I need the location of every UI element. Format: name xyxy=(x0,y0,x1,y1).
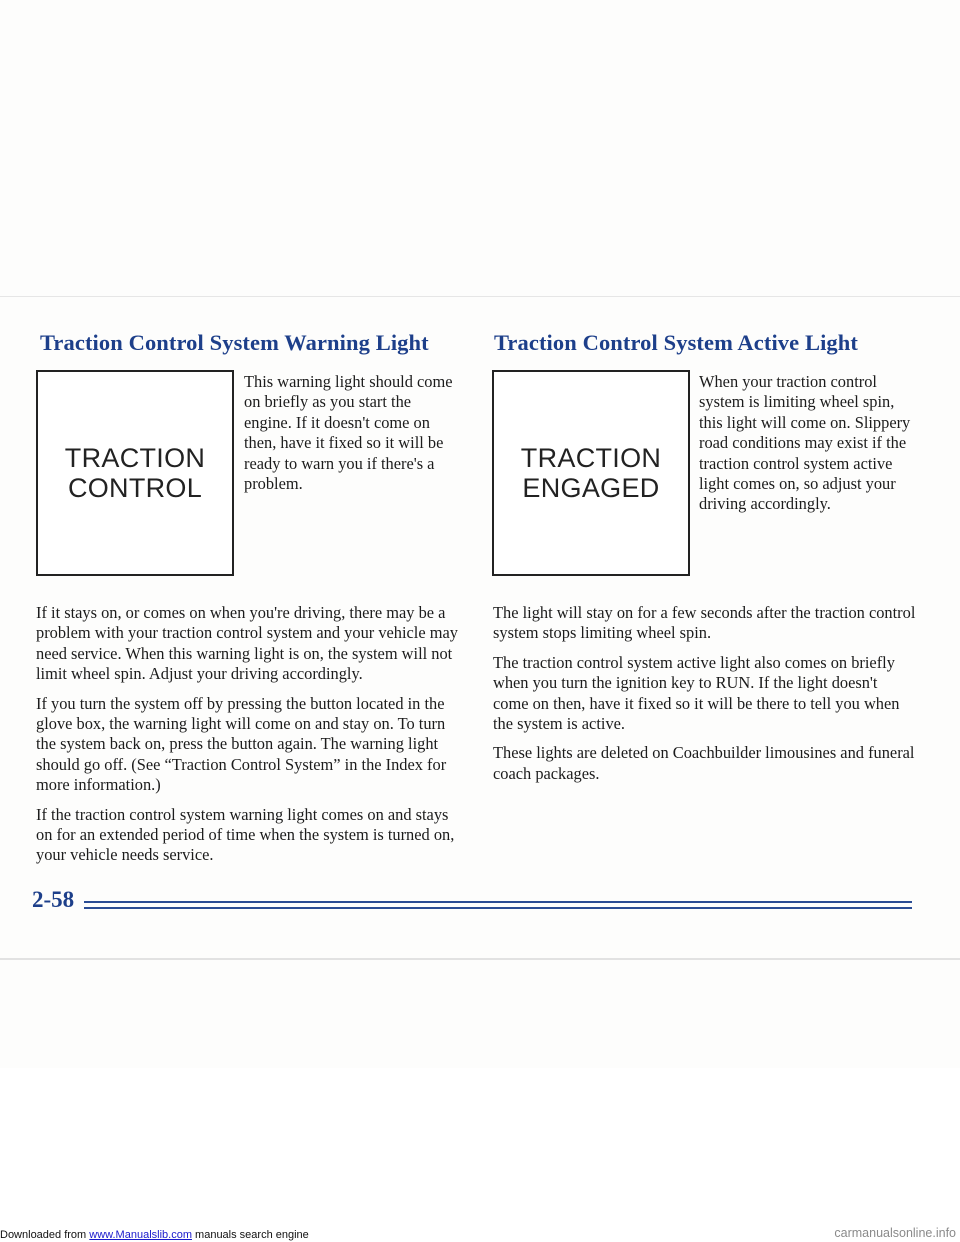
page-rule-top xyxy=(84,901,912,903)
active-paragraph-1: The light will stay on for a few seconds after the traction control system stops limiting wheel spin. xyxy=(493,603,916,643)
indicator-text-line-1: TRACTION xyxy=(520,443,662,473)
page-edge-top xyxy=(0,296,960,297)
warning-paragraph-1: If it stays on, or comes on when you're driving, there may be a problem with your traction control system and your vehicle may need service. When this warning light is on, the system will not limit wheel spin. Adjust your driving accordingly. xyxy=(36,603,458,684)
active-light-body xyxy=(493,603,917,793)
warning-light-heading: Traction Control System Warning Light xyxy=(40,330,429,355)
indicator-text-line-1: TRACTION xyxy=(64,443,206,473)
warning-paragraph-2: If you turn the system off by pressing the button located in the glove box, the warning light will come on and stay on. To turn the system back on, press the button again. The warning light should go off. (See “Traction Control System” in the Index for more information.) xyxy=(36,693,447,795)
warning-paragraph-3: If the traction control system warning light comes on and stays on for an extended period of time when the system is turned on, your vehicle needs service. xyxy=(36,804,455,865)
warning-light-side-text: This warning light should come on briefly as you start the engine. If it doesn't come on then, have it fixed so it will be ready to warn you if there's a problem. xyxy=(244,372,453,494)
indicator-text-line-2: ENGAGED xyxy=(522,473,660,503)
traction-control-indicator xyxy=(36,370,234,576)
warning-light-description xyxy=(244,372,456,503)
page-number: 2-58 xyxy=(32,887,75,912)
warning-light-body xyxy=(36,603,460,875)
active-light-description xyxy=(699,372,917,524)
indicator-text-line-2: CONTROL xyxy=(67,473,203,503)
active-light-heading: Traction Control System Active Light xyxy=(494,330,858,355)
active-paragraph-3: These lights are deleted on Coachbuilder limousines and funeral coach packages. xyxy=(493,743,915,783)
page-edge-bottom xyxy=(0,958,960,960)
footer-suffix: manuals search engine xyxy=(191,1229,309,1241)
watermark-text: carmanualsonline.info xyxy=(834,1226,956,1240)
active-light-side-text: When your traction control system is limiting wheel spin, this light will come on. Slippery road conditions may exist if the traction control system active light comes on, so adjust your driving accordingly. xyxy=(699,372,911,514)
page-rule-bottom xyxy=(84,907,912,909)
footer-prefix: Downloaded from xyxy=(0,1229,90,1241)
traction-engaged-indicator xyxy=(492,370,690,576)
active-paragraph-2: The traction control system active light also comes on briefly when you turn the ignition key to RUN. If the light doesn't come on then, have it fixed so it will be there to tell you when the system is active. xyxy=(493,652,900,734)
manualslib-link[interactable]: www.Manualslib.com xyxy=(89,1229,192,1241)
download-footer xyxy=(0,1229,309,1241)
